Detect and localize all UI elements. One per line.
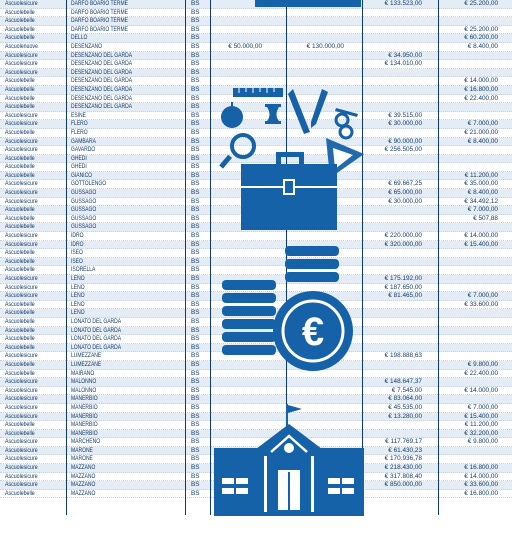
amount-cell: € 133.523,00 [384, 0, 422, 7]
program-cell: Ascuolebelle [5, 214, 35, 222]
amount-cell: € 218.430,00 [384, 464, 422, 472]
amount-cell: € 16.800,00 [464, 464, 498, 472]
municipality-cell: LONATO DEL GARDA [71, 326, 122, 334]
table-row [0, 34, 512, 43]
municipality-cell: LENO [71, 300, 85, 308]
province-cell: BS [191, 300, 200, 308]
province-cell: BS [191, 317, 200, 325]
program-cell: Ascuolebelle [5, 163, 35, 171]
amount-cell: € 33.600,00 [464, 300, 498, 308]
amount-cell: € 45.535,00 [388, 403, 422, 411]
program-cell: Ascuolesicure [5, 395, 38, 403]
province-cell: BS [191, 326, 200, 334]
program-cell: Ascuolesicure [5, 0, 38, 7]
amount-cell: € 30.000,00 [388, 197, 422, 205]
program-cell: Ascuolebelle [5, 128, 35, 136]
municipality-cell: GHEDI [71, 163, 87, 171]
amount-cell: € 16.800,00 [464, 489, 498, 497]
province-cell: BS [191, 51, 200, 59]
amount-cell: € 198.888,63 [384, 352, 422, 360]
program-cell: Ascuolesicure [5, 137, 38, 145]
municipality-cell: MANERBIO [71, 403, 98, 411]
municipality-cell: MARCHENO [71, 438, 101, 446]
amount-cell: € 220.000,00 [384, 232, 422, 240]
program-cell: Ascuolesicure [5, 292, 38, 300]
municipality-cell: ISEO [71, 257, 83, 265]
municipality-cell: MALONNO [71, 378, 97, 386]
municipality-cell: LENO [71, 283, 85, 291]
municipality-cell: DESENZANO [71, 42, 103, 50]
column-divider [66, 0, 67, 515]
municipality-cell: IDRO [71, 240, 84, 248]
amount-cell: € 14.000,00 [464, 386, 498, 394]
municipality-cell: MANERBIO [71, 421, 98, 429]
amount-cell: € 30.000,00 [388, 120, 422, 128]
province-cell: BS [191, 0, 200, 7]
province-cell: BS [191, 412, 200, 420]
program-cell: Ascuolenuove [5, 42, 38, 50]
municipality-cell: ISORELLA [71, 266, 96, 274]
euro-coin-icon [272, 290, 354, 372]
amount-cell: € 170.936,78 [384, 455, 422, 463]
table-row [0, 26, 512, 35]
municipality-cell: MANERBIO [71, 395, 98, 403]
program-cell: Ascuolesicure [5, 481, 38, 489]
amount-cell: € 8.400,00 [467, 42, 498, 50]
amount-cell: € 32.200,00 [464, 429, 498, 437]
amount-cell: € 35.000,00 [464, 180, 498, 188]
program-cell: Ascuolesicure [5, 180, 38, 188]
municipality-cell: LENO [71, 292, 85, 300]
svg-text:€: € [301, 310, 325, 354]
amount-cell: € 33.600,00 [464, 481, 498, 489]
program-cell: Ascuolesicure [5, 51, 38, 59]
province-cell: BS [191, 25, 200, 33]
program-cell: Ascuolesicure [5, 189, 38, 197]
program-cell: Ascuolesicure [5, 403, 38, 411]
province-cell: BS [191, 146, 200, 154]
province-cell: BS [191, 189, 200, 197]
amount-cell: € 320.000,00 [384, 240, 422, 248]
municipality-cell: DESENZANO DEL GARDA [71, 68, 133, 76]
program-cell: Ascuolebelle [5, 343, 35, 351]
province-cell: BS [191, 154, 200, 162]
province-cell: BS [191, 8, 200, 16]
province-cell: BS [191, 163, 200, 171]
province-cell: BS [191, 257, 200, 265]
amount-cell: € 9.800,00 [467, 438, 498, 446]
table-row [0, 9, 512, 18]
column-divider [210, 0, 211, 515]
municipality-cell: LENO [71, 309, 85, 317]
program-cell: Ascuolebelle [5, 206, 35, 214]
amount-cell: € 25.200,00 [464, 0, 498, 7]
program-cell: Ascuolebelle [5, 85, 35, 93]
amount-cell: € 16.800,00 [464, 85, 498, 93]
province-cell: BS [191, 206, 200, 214]
municipality-cell: GUSSAGO [71, 197, 97, 205]
province-cell: BS [191, 128, 200, 136]
province-cell: BS [191, 137, 200, 145]
column-divider [438, 0, 439, 515]
program-cell: Ascuolesicure [5, 240, 38, 248]
amount-cell: € 175.192,00 [384, 275, 422, 282]
amount-cell: € 13.280,00 [388, 412, 422, 420]
amount-cell: € 14.000,00 [464, 472, 498, 480]
program-cell: Ascuolesicure [5, 283, 38, 291]
municipality-cell: MAZZANO [71, 464, 96, 472]
municipality-cell: DARFO BOARIO TERME [71, 0, 128, 7]
program-cell: Ascuolesicure [5, 455, 38, 463]
program-cell: Ascuolebelle [5, 94, 35, 102]
program-cell: Ascuolebelle [5, 300, 35, 308]
amount-cell: € 148.647,37 [384, 378, 422, 386]
municipality-cell: GUSSAGO [71, 223, 97, 231]
province-cell: BS [191, 464, 200, 472]
province-cell: BS [191, 489, 200, 497]
amount-cell: € 134.010,00 [384, 60, 422, 68]
amount-cell: € 256.505,00 [384, 146, 422, 154]
municipality-cell: DELLO [71, 34, 88, 42]
province-cell: BS [191, 171, 200, 179]
program-cell: Ascuolesicure [5, 464, 38, 472]
amount-cell: € 22.400,00 [464, 94, 498, 102]
amount-cell: € 90.000,00 [388, 137, 422, 145]
program-cell: Ascuolebelle [5, 77, 35, 85]
table-row [0, 395, 512, 404]
amount-cell: € 7.000,00 [467, 120, 498, 128]
program-cell: Ascuolebelle [5, 266, 35, 274]
province-cell: BS [191, 249, 200, 257]
province-cell: BS [191, 266, 200, 274]
province-cell: BS [191, 223, 200, 231]
table-row [0, 43, 512, 52]
program-cell: Ascuolebelle [5, 25, 35, 33]
amount-cell: € 7.545,00 [391, 386, 422, 394]
municipality-cell: GHEDI [71, 154, 87, 162]
program-cell: Ascuolebelle [5, 8, 35, 16]
amount-cell: € 39.515,00 [388, 111, 422, 119]
province-cell: BS [191, 94, 200, 102]
amount-cell: € 21.000,00 [464, 128, 498, 136]
program-cell: Ascuolesicure [5, 446, 38, 454]
province-cell: BS [191, 429, 200, 437]
program-cell: Ascuolesicure [5, 378, 38, 386]
amount-cell: € 507,88 [473, 214, 498, 222]
program-cell: Ascuolebelle [5, 257, 35, 265]
program-cell: Ascuolebelle [5, 154, 35, 162]
program-cell: Ascuolebelle [5, 34, 35, 42]
amount-cell: € 317.808,40 [384, 472, 422, 480]
municipality-cell: MAZZANO [71, 481, 96, 489]
municipality-cell: LUMEZZANE [71, 360, 102, 368]
province-cell: BS [191, 60, 200, 68]
program-cell: Ascuolesicure [5, 111, 38, 119]
municipality-cell: GUSSAGO [71, 189, 97, 197]
program-cell: Ascuolesicure [5, 412, 38, 420]
municipality-cell: ESINE [71, 111, 86, 119]
province-cell: BS [191, 378, 200, 386]
program-cell: Ascuolesicure [5, 438, 38, 446]
amount-cell: € 60.200,00 [464, 34, 498, 42]
amount-cell: € 130.000,00 [306, 42, 344, 50]
municipality-cell: FLERO [71, 120, 88, 128]
province-cell: BS [191, 85, 200, 93]
program-cell: Ascuolesicure [5, 386, 38, 394]
municipality-cell: DESENZANO DEL GARDA [71, 60, 133, 68]
program-cell: Ascuolebelle [5, 223, 35, 231]
table-row [0, 69, 512, 78]
amount-cell: € 15.400,00 [464, 240, 498, 248]
municipality-cell: LONATO DEL GARDA [71, 335, 122, 343]
amount-cell: € 7.000,00 [467, 292, 498, 300]
province-cell: BS [191, 17, 200, 25]
province-cell: BS [191, 180, 200, 188]
program-cell: Ascuolesicure [5, 68, 38, 76]
province-cell: BS [191, 421, 200, 429]
program-cell: Ascuolesicure [5, 60, 38, 68]
municipality-cell: DESENZANO DEL GARDA [71, 94, 133, 102]
amount-cell: € 11.200,00 [464, 171, 498, 179]
municipality-cell: DARFO BOARIO TERME [71, 25, 128, 33]
amount-cell: € 14.000,00 [464, 232, 498, 240]
province-cell: BS [191, 103, 200, 111]
municipality-cell: MAIRANO [71, 369, 95, 377]
amount-cell: € 187.650,00 [384, 283, 422, 291]
province-cell: BS [191, 360, 200, 368]
amount-cell: € 850.000,00 [384, 481, 422, 489]
table-row [0, 52, 512, 61]
province-cell: BS [191, 275, 200, 282]
municipality-cell: GOTTOLENGO [71, 180, 107, 188]
province-cell: BS [191, 386, 200, 394]
program-cell: Ascuolebelle [5, 17, 35, 25]
amount-cell: € 15.400,00 [464, 412, 498, 420]
school-building-icon [214, 404, 364, 516]
municipality-cell: GUSSAGO [71, 214, 97, 222]
province-cell: BS [191, 395, 200, 403]
program-cell: Ascuolebelle [5, 103, 35, 111]
municipality-cell: GUSSAGO [71, 206, 97, 214]
municipality-cell: MAZZANO [71, 489, 96, 497]
program-cell: Ascuolebelle [5, 326, 35, 334]
municipality-cell: ISEO [71, 249, 83, 257]
municipality-cell: DESENZANO DEL GARDA [71, 51, 133, 59]
amount-cell: € 34.950,00 [388, 51, 422, 59]
program-cell: Ascuolebelle [5, 369, 35, 377]
province-cell: BS [191, 446, 200, 454]
municipality-cell: MARONE [71, 455, 93, 463]
province-cell: BS [191, 403, 200, 411]
amount-cell: € 50.000,00 [228, 42, 262, 50]
province-cell: BS [191, 283, 200, 291]
amount-cell: € 7.000,00 [467, 206, 498, 214]
program-cell: Ascuolesicure [5, 146, 38, 154]
table-row [0, 232, 512, 241]
program-cell: Ascuolesicure [5, 120, 38, 128]
province-cell: BS [191, 335, 200, 343]
municipality-cell: DESENZANO DEL GARDA [71, 85, 133, 93]
municipality-cell: MARONE [71, 446, 93, 454]
province-cell: BS [191, 369, 200, 377]
province-cell: BS [191, 214, 200, 222]
municipality-cell: LONATO DEL GARDA [71, 343, 122, 351]
municipality-cell: MANERBIO [71, 429, 98, 437]
amount-cell: € 34.492,12 [464, 197, 498, 205]
province-cell: BS [191, 292, 200, 300]
program-cell: Ascuolebelle [5, 421, 35, 429]
amount-cell: € 117.769,17 [385, 438, 422, 446]
amount-cell: € 22.400,00 [464, 369, 498, 377]
amount-cell: € 83.064,00 [388, 395, 422, 403]
municipality-cell: MALONNO [71, 386, 97, 394]
amount-cell: € 25.200,00 [464, 25, 498, 33]
program-cell: Ascuolebelle [5, 360, 35, 368]
program-cell: Ascuolesicure [5, 275, 38, 282]
amount-cell: € 8.400,00 [467, 189, 498, 197]
municipality-cell: LONATO DEL GARDA [71, 317, 122, 325]
municipality-cell: GAMBARA [71, 137, 96, 145]
municipality-cell: LUMEZZANE [71, 352, 102, 360]
municipality-cell: GAVARDO [71, 146, 96, 154]
program-cell: Ascuolesicure [5, 352, 38, 360]
program-cell: Ascuolebelle [5, 249, 35, 257]
briefcase-icon [240, 150, 338, 232]
province-cell: BS [191, 197, 200, 205]
province-cell: BS [191, 68, 200, 76]
program-cell: Ascuolebelle [5, 489, 35, 497]
amount-cell: € 11.200,00 [464, 421, 498, 429]
province-cell: BS [191, 343, 200, 351]
header-bar-icon [255, 0, 361, 8]
amount-cell: € 8.400,00 [467, 137, 498, 145]
column-divider [185, 0, 186, 515]
municipality-cell: DESENZANO DEL GARDA [71, 77, 133, 85]
amount-cell: € 14.000,00 [464, 77, 498, 85]
province-cell: BS [191, 472, 200, 480]
program-cell: Ascuolebelle [5, 429, 35, 437]
table-row [0, 60, 512, 69]
municipality-cell: MAZZANO [71, 472, 96, 480]
program-cell: Ascuolesicure [5, 232, 38, 240]
province-cell: BS [191, 309, 200, 317]
program-cell: Ascuolesicure [5, 197, 38, 205]
province-cell: BS [191, 120, 200, 128]
program-cell: Ascuolebelle [5, 335, 35, 343]
amount-cell: € 7.000,00 [467, 403, 498, 411]
amount-cell: € 61.430,23 [388, 446, 422, 454]
province-cell: BS [191, 438, 200, 446]
amount-cell: € 69.667,25 [388, 180, 422, 188]
province-cell: BS [191, 240, 200, 248]
province-cell: BS [191, 77, 200, 85]
municipality-cell: FLERO [71, 128, 88, 136]
municipality-cell: IDRO [71, 232, 84, 240]
province-cell: BS [191, 481, 200, 489]
municipality-cell: MANERBIO [71, 412, 98, 420]
municipality-cell: DARFO BOARIO TERME [71, 17, 128, 25]
province-cell: BS [191, 232, 200, 240]
table-row [0, 387, 512, 396]
table-row [0, 17, 512, 26]
province-cell: BS [191, 352, 200, 360]
province-cell: BS [191, 34, 200, 42]
municipality-cell: GIANICO [71, 171, 93, 179]
program-cell: Ascuolebelle [5, 171, 35, 179]
amount-cell: € 9.800,00 [467, 360, 498, 368]
program-cell: Ascuolesicure [5, 472, 38, 480]
municipality-cell: DARFO BOARIO TERME [71, 8, 128, 16]
province-cell: BS [191, 455, 200, 463]
amount-cell: € 65.000,00 [388, 189, 422, 197]
amount-cell: € 81.465,00 [388, 292, 422, 300]
table-row [0, 378, 512, 387]
province-cell: BS [191, 42, 200, 50]
province-cell: BS [191, 111, 200, 119]
municipality-cell: LENO [71, 275, 85, 282]
municipality-cell: DESENZANO DEL GARDA [71, 103, 133, 111]
program-cell: Ascuolebelle [5, 317, 35, 325]
program-cell: Ascuolebelle [5, 309, 35, 317]
